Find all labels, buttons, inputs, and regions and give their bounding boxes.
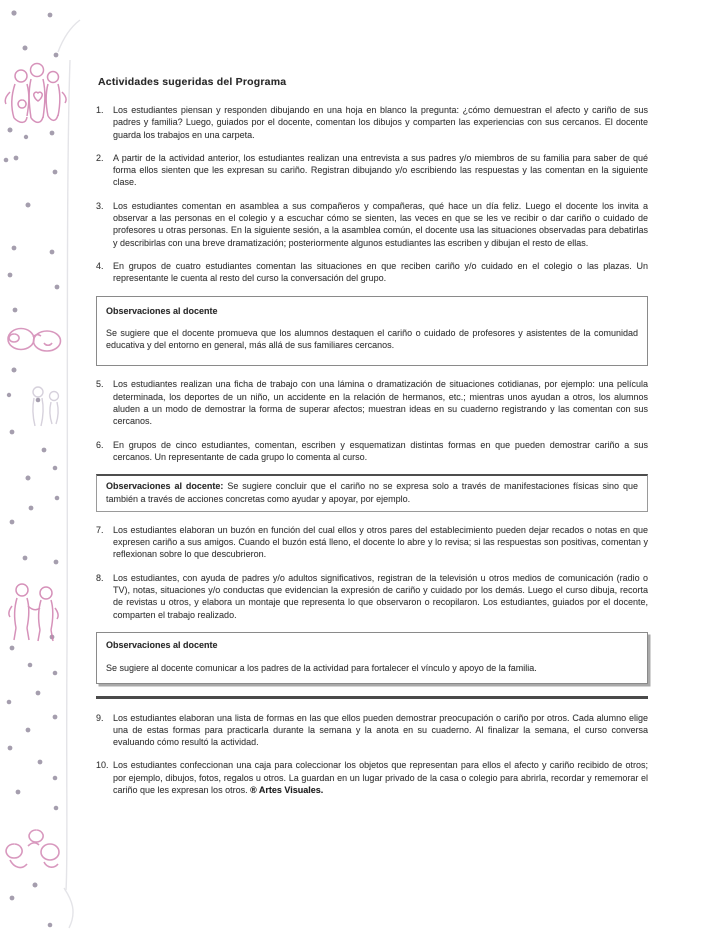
activity-text: Los estudiantes, con ayuda de padres y/o adultos significativos, registran de la televisión u otros medios de comunicación (radio o TV), notas, situaciones y/o conductas que evidencian la expresión de cariño y cuidado por los demás. Luego el curso dibuja, recorta de revistas u otros, y elabora un montaje que representa lo que observaron o recopilaron. Los estudiantes, guiados por el docente, comparten el trabajo realizado. — [113, 572, 648, 620]
activity-item-9 — [96, 712, 648, 749]
activity-number: 4. — [96, 260, 104, 271]
activity-text: En grupos de cuatro estudiantes comentan las situaciones en que reciben cariño y/o cuidado en el colegio o las plazas. Un representante le cuenta al resto del curso la conversación del grupo. — [113, 260, 648, 284]
activity-text: A partir de la actividad anterior, los estudiantes realizan una entrevista a sus padres y/o miembros de su familia para saber de qué forma ellos sienten que les expresan su cariño. Registran dibujando y/o escribiendo las respuestas y las comentan en la siguiente clase. — [113, 152, 648, 188]
activity-number: 3. — [96, 200, 104, 211]
activity-text: Los estudiantes comentan en asamblea a sus compañeros y compañeras, qué hace un día feliz. Luego el docente los invita a observar a las personas en el colegio y a escuchar cómo se sienten, las veces en que se les ve recibir o dar cariño o cuidado de profesores u otras personas. En la siguiente sesión, a la asamblea común, el docente usa las situaciones observadas para debatirlas y describirlas con una breve dramatización; posteriormente algunos estudiantes las escriben y dibujan el resto de ellas. — [113, 200, 648, 248]
teacher-observations-box-2 — [96, 474, 648, 512]
section-divider-rule — [96, 696, 648, 699]
activity-text: Los estudiantes elaboran una lista de formas en las que ellos pueden demostrar preocupación o cariño por otros. Cada alumno elige una de estas formas para practicarla durante la semana y la anota en su cuaderno. Al finalizar la semana, el curso conversa evaluando cómo resultó la actividad. — [113, 712, 648, 748]
activity-item-4 — [96, 260, 648, 285]
page-title: Actividades sugeridas del Programa — [98, 76, 287, 88]
observations-title: Observaciones al docente — [106, 639, 218, 650]
dot-pattern — [4, 10, 60, 927]
activity-item-3 — [96, 200, 648, 249]
activity-item-7 — [96, 524, 648, 561]
activity-number: 6. — [96, 439, 104, 450]
page-curl-line — [58, 20, 80, 928]
activity-number: 2. — [96, 152, 104, 163]
glasses-doodle-icon — [8, 329, 61, 352]
activity-text: Los estudiantes realizan una ficha de trabajo con una lámina o dramatización de situaciones cotidianas, por ejemplo: una película determinada, los deportes de un niño, un accidente en la relación de hermanos, etc.; mientras unos ayudan a otros, los alumnos aluden a un modo de demostrar la forma de superar afectos; muestran ideas en su cuaderno registrando y las comentan con sus cercanos. — [113, 379, 648, 427]
activity-item-5 — [96, 378, 648, 427]
activity-text-body: Los estudiantes confeccionan una caja para coleccionar los objetos que representan para ellos el afecto y cariño recibido de otros; por ejemplo, dibujos, fotos, regalos u otros. La guardan en un lugar privado de la casa o colegio para abrirla, recordar y rememorar el cariño que les expresan los otros. — [113, 760, 648, 795]
activity-number: 7. — [96, 524, 104, 535]
family-doodle-icon — [5, 64, 66, 123]
activity-item-2 — [96, 152, 648, 189]
activity-item-10 — [96, 759, 648, 796]
activity-text: Los estudiantes piensan y responden dibujando en una hoja en blanco la pregunta: ¿cómo demuestran el afecto y cariño de sus padres y familia? Luego, guiados por el docente, comentan los dibujos y comparten las experiencias con sus cercanos. El docente guarda los trabajos en una carpeta. — [113, 105, 648, 140]
activity-item-8 — [96, 572, 648, 621]
activity-text: En grupos de cinco estudiantes, comentan, escriben y esquematizan distintas formas en que pueden demostrar cariño a sus cercanos. Un representante de cada grupo lo comenta al curso. — [113, 439, 648, 462]
cross-curricular-tag: ® Artes Visuales. — [250, 784, 324, 795]
bottom-doodle-icon — [6, 830, 59, 867]
activity-number: 9. — [96, 712, 104, 723]
document-content — [96, 76, 648, 807]
observations-title: Observaciones al docente: — [106, 481, 224, 492]
activity-number: 8. — [96, 572, 104, 583]
observations-title: Observaciones al docente — [106, 305, 218, 316]
activity-text — [113, 759, 648, 796]
activity-item-1 — [96, 104, 648, 141]
activity-item-6 — [96, 439, 648, 464]
walking-pair-doodle-icon — [9, 584, 58, 641]
activity-number: 1. — [96, 105, 104, 115]
observations-body: Se sugiere concluir que el cariño no se expresa solo a través de manifestaciones físicas sino que también a través de acciones concretas como ayudar y apoyar, por ejemplo. — [106, 481, 638, 504]
faint-figures-doodle-icon — [33, 387, 59, 426]
observations-body: Se sugiere al docente comunicar a los padres de la actividad para fortalecer el vínculo y apoyo de la familia. — [106, 663, 537, 674]
activity-text: Los estudiantes elaboran un buzón en función del cual ellos y otros pares del establecimiento pueden dejar recados o notas en que expresen cariño a sus amigos. Cuando el buzón está lleno, el docente lo abre y lo revisa; si las respuestas son positivas, comentan y reflexionan sobre lo que descubrieron. — [113, 524, 648, 560]
activity-number: 10. — [96, 760, 109, 771]
teacher-observations-box-3 — [96, 632, 648, 684]
observations-body: Se sugiere que el docente promueva que los alumnos destaquen el cariño o cuidado de profesores y asistentes de la comunidad educativa y del entorno en general, más allá de sus familiares cercanos. — [106, 327, 638, 351]
teacher-observations-box-1 — [96, 296, 648, 367]
margin-doodle-band — [0, 0, 95, 933]
activity-number: 5. — [96, 379, 104, 390]
